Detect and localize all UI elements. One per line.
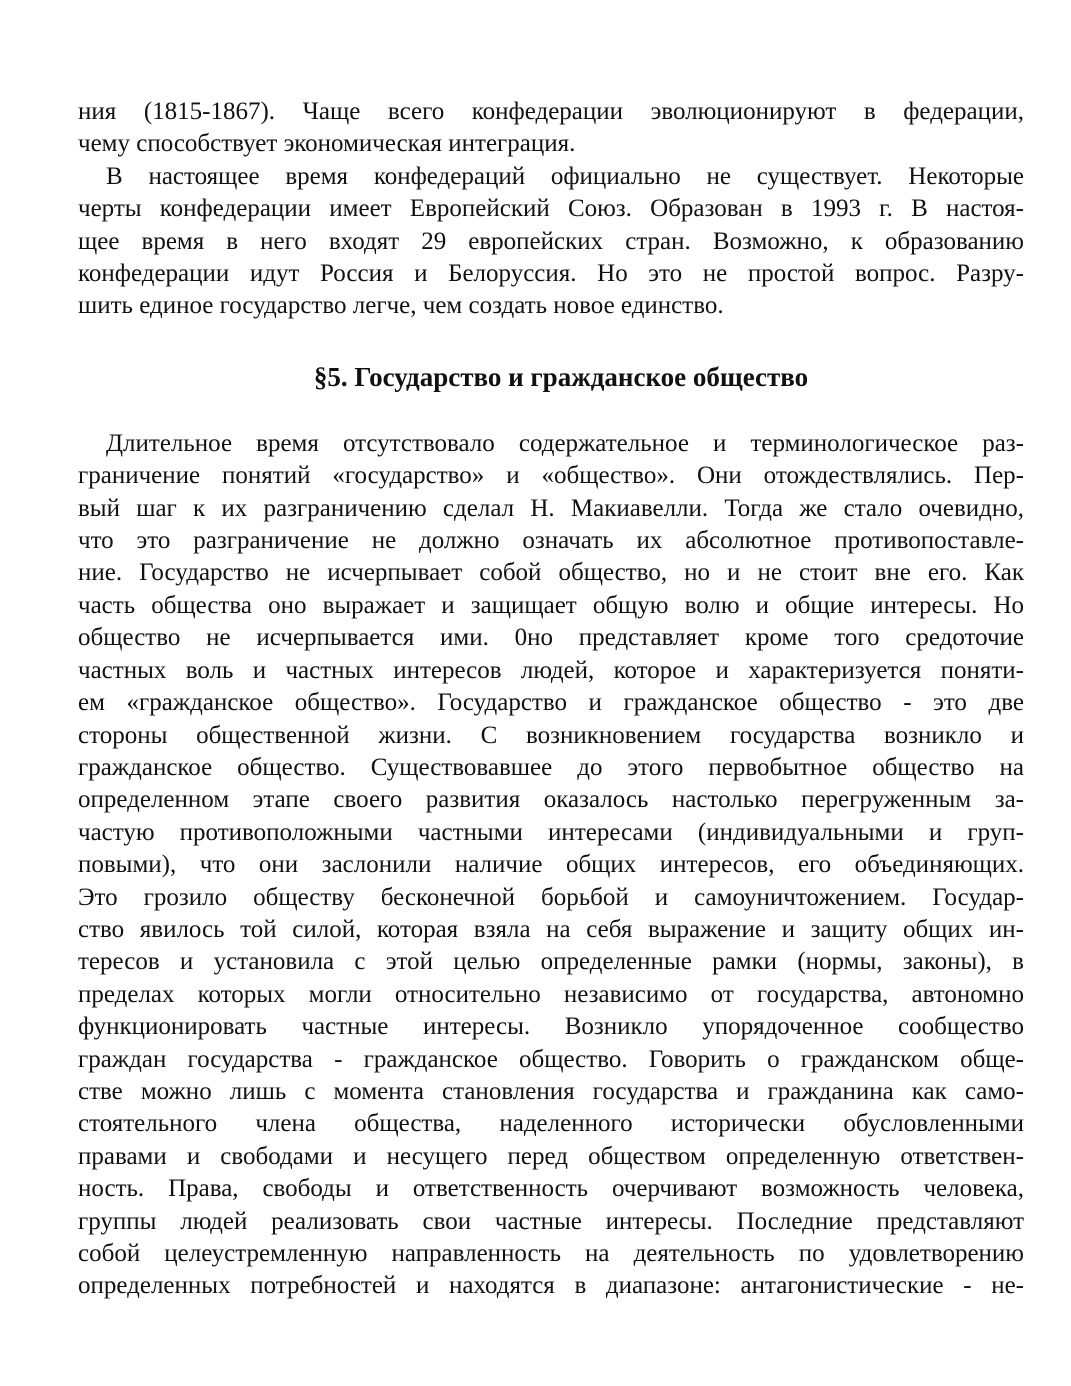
text-line: собой целеустремленную направленность на деятельность по удовлетворению [78, 1240, 1024, 1267]
text-line: тересов и установила с этой целью определенные рамки (нормы, законы), в [78, 948, 1024, 976]
text-line: граничение понятий «государство» и «общество». Они отождествлялись. Пер- [78, 462, 1024, 490]
paragraph-2 [78, 161, 1024, 323]
text-line: повыми), что они заслонили наличие общих интересов, его объединяющих. [78, 851, 1024, 879]
text-line: пределах которых могли относительно независимо от государства, автономно [78, 980, 1024, 1008]
text-line: определенных потребностей и находятся в диапазоне: антагонистические - не- [78, 1272, 1024, 1300]
text-line: чему способствует экономическая интеграция. [78, 130, 576, 158]
text-line: черты конфедерации имеет Европейский Союз. Образован в 1993 г. В настоя- [78, 195, 1024, 223]
text-line: гражданское общество. Существовавшее до этого первобытное общество на [78, 753, 1024, 781]
paragraph-1 [78, 96, 1024, 161]
text-line: частных воль и частных интересов людей, которое и характеризуется поняти- [78, 656, 1024, 684]
text-line: конфедерации идут Россия и Белоруссия. Но это не простой вопрос. Разру- [78, 260, 1024, 288]
text-line: стоятельного члена общества, наделенного исторически обусловленными [78, 1110, 1024, 1138]
paragraph-3 [78, 428, 1024, 1303]
text-line: стороны общественной жизни. С возникновением государства возникло и [78, 721, 1024, 749]
text-line: Длительное время отсутствовало содержательное и терминологическое раз- [106, 429, 1024, 457]
text-line: частую противоположными частными интересами (индивидуальными и груп- [78, 818, 1024, 846]
text-line: функционировать частные интересы. Возникло упорядоченное сообщество [78, 1013, 1024, 1041]
text-line: что это разграничение не должно означать их абсолютное противопоставле- [78, 527, 1024, 555]
text-line: вый шаг к их разграничению сделал Н. Макиавелли. Тогда же стало очевидно, [78, 494, 1024, 522]
text-line: общество не исчерпывается ими. 0но представляет кроме того средоточие [78, 624, 1024, 652]
text-line: ние. Государство не исчерпывает собой общество, но и не стоит вне его. Как [78, 559, 1024, 587]
text-line: определенном этапе своего развития оказалось настолько перегруженным за- [78, 786, 1024, 814]
text-line: ство явилось той силой, которая взяла на себя выражение и защиту общих ин- [78, 915, 1024, 943]
text-line: правами и свободами и несущего перед обществом определенную ответствен- [78, 1142, 1024, 1170]
text-line: Это грозило обществу бесконечной борьбой и самоуничтожением. Государ- [78, 883, 1024, 911]
text-line: В настоящее время конфедераций официально не существует. Некоторые [106, 162, 1024, 190]
section-heading: §5. Государство и гражданское общество [313, 361, 809, 392]
text-line: ния (1815-1867). Чаще всего конфедерации эволюционируют в федерации, [78, 98, 1024, 125]
text-line: ем «гражданское общество». Государство и гражданское общество - это две [78, 689, 1024, 717]
text-line: стве можно лишь с момента становления государства и гражданина как само- [78, 1077, 1024, 1105]
text-line: шить единое государство легче, чем создать новое единство. [78, 292, 724, 320]
text-line: щее время в него входят 29 европейских стран. Возможно, к образованию [78, 227, 1024, 255]
text-line: граждан государства - гражданское общество. Говорить о гражданском обще- [78, 1045, 1024, 1073]
text-line: ность. Права, свободы и ответственность очерчивают возможность человека, [78, 1175, 1024, 1203]
text-line: группы людей реализовать свои частные интересы. Последние представляют [78, 1207, 1024, 1235]
text-line: часть общества оно выражает и защищает общую волю и общие интересы. Но [78, 591, 1024, 619]
